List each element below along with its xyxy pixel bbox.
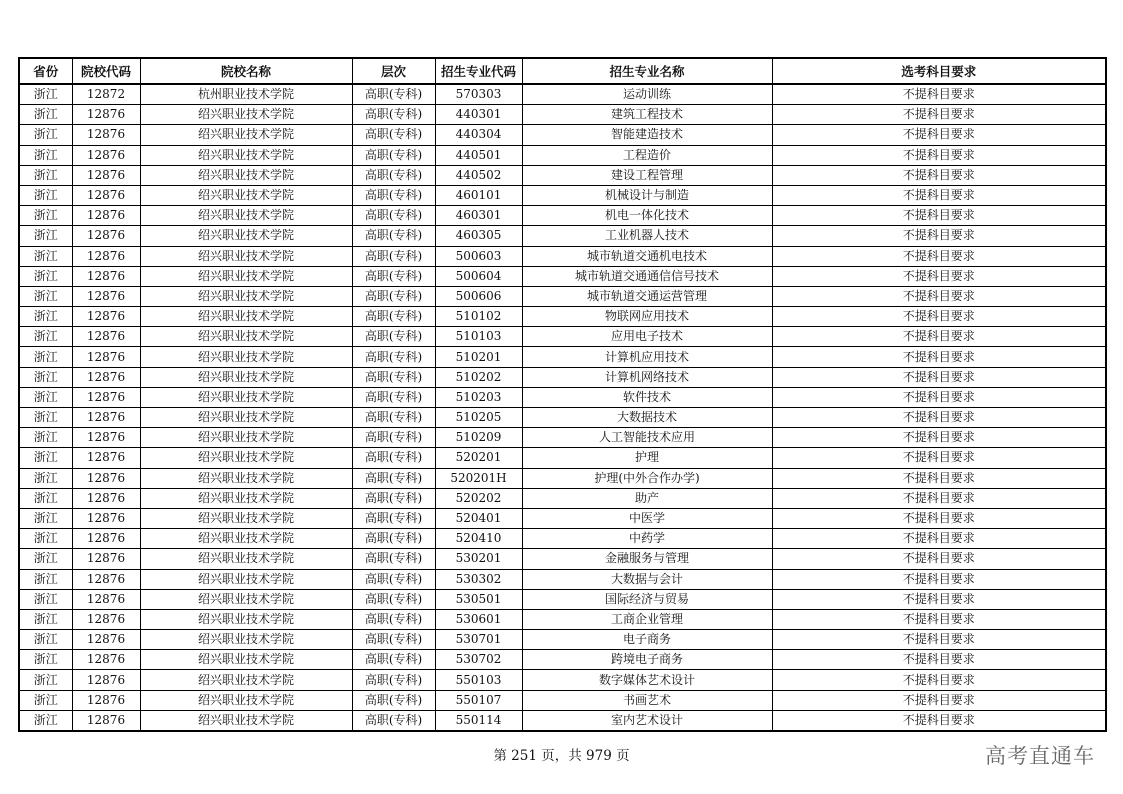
cell-school-code: 12876	[72, 468, 140, 488]
table-row	[19, 428, 1106, 448]
cell-level: 高职(专科)	[352, 84, 435, 105]
cell-province: 浙江	[19, 448, 72, 468]
cell-school-code: 12876	[72, 206, 140, 226]
cell-major-code: 500603	[435, 246, 522, 266]
cell-school-name: 绍兴职业技术学院	[140, 226, 352, 246]
cell-major-name: 助产	[522, 488, 772, 508]
cell-school-code: 12876	[72, 630, 140, 650]
cell-subject-requirement: 不提科目要求	[772, 408, 1106, 428]
cell-major-name: 建设工程管理	[522, 165, 772, 185]
cell-major-name: 机电一体化技术	[522, 206, 772, 226]
cell-level: 高职(专科)	[352, 125, 435, 145]
cell-province: 浙江	[19, 307, 72, 327]
cell-major-code: 530601	[435, 609, 522, 629]
cell-major-code: 530702	[435, 650, 522, 670]
cell-level: 高职(专科)	[352, 549, 435, 569]
cell-school-name: 绍兴职业技术学院	[140, 529, 352, 549]
cell-subject-requirement: 不提科目要求	[772, 125, 1106, 145]
cell-major-code: 440502	[435, 165, 522, 185]
cell-major-name: 书画艺术	[522, 690, 772, 710]
cell-subject-requirement: 不提科目要求	[772, 367, 1106, 387]
cell-school-name: 绍兴职业技术学院	[140, 165, 352, 185]
cell-level: 高职(专科)	[352, 710, 435, 731]
cell-major-code: 500604	[435, 266, 522, 286]
cell-major-name: 人工智能技术应用	[522, 428, 772, 448]
cell-school-code: 12876	[72, 125, 140, 145]
cell-major-code: 530501	[435, 589, 522, 609]
cell-major-name: 数字媒体艺术设计	[522, 670, 772, 690]
cell-level: 高职(专科)	[352, 266, 435, 286]
page-number: 第 251 页，共 979 页	[493, 748, 630, 764]
cell-major-code: 570303	[435, 84, 522, 105]
cell-major-name: 护理(中外合作办学)	[522, 468, 772, 488]
cell-school-name: 绍兴职业技术学院	[140, 630, 352, 650]
cell-level: 高职(专科)	[352, 307, 435, 327]
cell-subject-requirement: 不提科目要求	[772, 206, 1106, 226]
cell-school-code: 12876	[72, 105, 140, 125]
cell-major-code: 510203	[435, 387, 522, 407]
cell-major-name: 跨境电子商务	[522, 650, 772, 670]
cell-major-code: 510205	[435, 408, 522, 428]
cell-province: 浙江	[19, 185, 72, 205]
cell-school-name: 绍兴职业技术学院	[140, 710, 352, 731]
cell-subject-requirement: 不提科目要求	[772, 569, 1106, 589]
cell-school-code: 12876	[72, 226, 140, 246]
cell-major-code: 440301	[435, 105, 522, 125]
table-row	[19, 185, 1106, 205]
cell-major-code: 520201	[435, 448, 522, 468]
table-row	[19, 589, 1106, 609]
cell-level: 高职(专科)	[352, 226, 435, 246]
cell-school-code: 12876	[72, 710, 140, 731]
table-row	[19, 246, 1106, 266]
cell-subject-requirement: 不提科目要求	[772, 529, 1106, 549]
table-row	[19, 468, 1106, 488]
table-row	[19, 690, 1106, 710]
table-row	[19, 367, 1106, 387]
table-row	[19, 408, 1106, 428]
cell-major-name: 机械设计与制造	[522, 185, 772, 205]
cell-school-code: 12876	[72, 307, 140, 327]
table-row	[19, 529, 1106, 549]
cell-school-code: 12876	[72, 529, 140, 549]
cell-school-name: 绍兴职业技术学院	[140, 145, 352, 165]
cell-subject-requirement: 不提科目要求	[772, 609, 1106, 629]
cell-level: 高职(专科)	[352, 286, 435, 306]
cell-school-code: 12876	[72, 690, 140, 710]
cell-level: 高职(专科)	[352, 246, 435, 266]
cell-major-name: 建筑工程技术	[522, 105, 772, 125]
cell-subject-requirement: 不提科目要求	[772, 185, 1106, 205]
cell-province: 浙江	[19, 690, 72, 710]
table-row	[19, 286, 1106, 306]
cell-school-name: 绍兴职业技术学院	[140, 690, 352, 710]
cell-major-name: 城市轨道交通运营管理	[522, 286, 772, 306]
table-row	[19, 710, 1106, 731]
cell-level: 高职(专科)	[352, 428, 435, 448]
cell-subject-requirement: 不提科目要求	[772, 246, 1106, 266]
cell-major-name: 电子商务	[522, 630, 772, 650]
cell-school-name: 杭州职业技术学院	[140, 84, 352, 105]
cell-school-code: 12876	[72, 327, 140, 347]
cell-subject-requirement: 不提科目要求	[772, 690, 1106, 710]
table-row	[19, 165, 1106, 185]
header-major-code: 招生专业代码	[435, 58, 522, 84]
cell-province: 浙江	[19, 286, 72, 306]
cell-school-code: 12876	[72, 286, 140, 306]
cell-school-code: 12876	[72, 670, 140, 690]
cell-level: 高职(专科)	[352, 569, 435, 589]
cell-major-code: 510102	[435, 307, 522, 327]
cell-province: 浙江	[19, 488, 72, 508]
cell-major-code: 550114	[435, 710, 522, 731]
cell-school-name: 绍兴职业技术学院	[140, 589, 352, 609]
cell-subject-requirement: 不提科目要求	[772, 428, 1106, 448]
table-header-row	[19, 58, 1106, 84]
cell-province: 浙江	[19, 347, 72, 367]
cell-major-name: 国际经济与贸易	[522, 589, 772, 609]
cell-province: 浙江	[19, 549, 72, 569]
table-row	[19, 650, 1106, 670]
cell-school-code: 12876	[72, 145, 140, 165]
cell-province: 浙江	[19, 125, 72, 145]
cell-province: 浙江	[19, 569, 72, 589]
table-row	[19, 145, 1106, 165]
cell-school-code: 12876	[72, 589, 140, 609]
cell-province: 浙江	[19, 670, 72, 690]
cell-level: 高职(专科)	[352, 670, 435, 690]
cell-school-code: 12876	[72, 266, 140, 286]
cell-province: 浙江	[19, 589, 72, 609]
cell-major-name: 工商企业管理	[522, 609, 772, 629]
cell-major-code: 520202	[435, 488, 522, 508]
cell-major-name: 计算机网络技术	[522, 367, 772, 387]
cell-subject-requirement: 不提科目要求	[772, 630, 1106, 650]
admissions-table	[18, 57, 1107, 732]
cell-subject-requirement: 不提科目要求	[772, 448, 1106, 468]
cell-school-name: 绍兴职业技术学院	[140, 609, 352, 629]
table-row	[19, 125, 1106, 145]
cell-school-code: 12876	[72, 185, 140, 205]
cell-major-code: 460301	[435, 206, 522, 226]
cell-province: 浙江	[19, 145, 72, 165]
cell-subject-requirement: 不提科目要求	[772, 508, 1106, 528]
cell-subject-requirement: 不提科目要求	[772, 468, 1106, 488]
cell-subject-requirement: 不提科目要求	[772, 145, 1106, 165]
cell-school-name: 绍兴职业技术学院	[140, 327, 352, 347]
cell-school-name: 绍兴职业技术学院	[140, 408, 352, 428]
cell-major-name: 软件技术	[522, 387, 772, 407]
cell-school-name: 绍兴职业技术学院	[140, 549, 352, 569]
cell-major-name: 智能建造技术	[522, 125, 772, 145]
cell-level: 高职(专科)	[352, 650, 435, 670]
cell-level: 高职(专科)	[352, 347, 435, 367]
cell-major-name: 计算机应用技术	[522, 347, 772, 367]
cell-school-name: 绍兴职业技术学院	[140, 105, 352, 125]
cell-school-name: 绍兴职业技术学院	[140, 286, 352, 306]
cell-school-code: 12876	[72, 609, 140, 629]
table-row	[19, 488, 1106, 508]
cell-school-name: 绍兴职业技术学院	[140, 569, 352, 589]
cell-level: 高职(专科)	[352, 468, 435, 488]
cell-major-code: 440501	[435, 145, 522, 165]
table-row	[19, 347, 1106, 367]
cell-school-code: 12876	[72, 165, 140, 185]
cell-major-code: 530701	[435, 630, 522, 650]
cell-major-code: 460101	[435, 185, 522, 205]
cell-province: 浙江	[19, 327, 72, 347]
cell-school-name: 绍兴职业技术学院	[140, 266, 352, 286]
cell-level: 高职(专科)	[352, 508, 435, 528]
cell-major-code: 550107	[435, 690, 522, 710]
cell-province: 浙江	[19, 226, 72, 246]
cell-subject-requirement: 不提科目要求	[772, 266, 1106, 286]
cell-school-code: 12876	[72, 488, 140, 508]
cell-subject-requirement: 不提科目要求	[772, 589, 1106, 609]
cell-school-code: 12876	[72, 408, 140, 428]
cell-school-name: 绍兴职业技术学院	[140, 670, 352, 690]
cell-major-name: 工程造价	[522, 145, 772, 165]
cell-major-name: 中医学	[522, 508, 772, 528]
cell-subject-requirement: 不提科目要求	[772, 549, 1106, 569]
table-row	[19, 266, 1106, 286]
cell-subject-requirement: 不提科目要求	[772, 347, 1106, 367]
cell-major-name: 护理	[522, 448, 772, 468]
cell-school-name: 绍兴职业技术学院	[140, 347, 352, 367]
cell-school-code: 12876	[72, 367, 140, 387]
cell-major-name: 城市轨道交通通信信号技术	[522, 266, 772, 286]
cell-major-code: 520410	[435, 529, 522, 549]
cell-province: 浙江	[19, 710, 72, 731]
table-row	[19, 508, 1106, 528]
table-row	[19, 630, 1106, 650]
cell-level: 高职(专科)	[352, 408, 435, 428]
cell-major-code: 520401	[435, 508, 522, 528]
cell-province: 浙江	[19, 246, 72, 266]
cell-level: 高职(专科)	[352, 105, 435, 125]
table-row	[19, 387, 1106, 407]
header-major-name: 招生专业名称	[522, 58, 772, 84]
cell-subject-requirement: 不提科目要求	[772, 670, 1106, 690]
cell-province: 浙江	[19, 266, 72, 286]
cell-major-name: 应用电子技术	[522, 327, 772, 347]
cell-major-code: 510209	[435, 428, 522, 448]
cell-major-code: 550103	[435, 670, 522, 690]
cell-major-name: 工业机器人技术	[522, 226, 772, 246]
cell-major-name: 大数据与会计	[522, 569, 772, 589]
cell-subject-requirement: 不提科目要求	[772, 710, 1106, 731]
cell-province: 浙江	[19, 630, 72, 650]
cell-school-code: 12872	[72, 84, 140, 105]
cell-major-code: 500606	[435, 286, 522, 306]
table-row	[19, 549, 1106, 569]
table-body	[19, 84, 1106, 731]
cell-province: 浙江	[19, 508, 72, 528]
cell-province: 浙江	[19, 609, 72, 629]
cell-level: 高职(专科)	[352, 206, 435, 226]
cell-level: 高职(专科)	[352, 529, 435, 549]
cell-province: 浙江	[19, 468, 72, 488]
cell-subject-requirement: 不提科目要求	[772, 84, 1106, 105]
cell-level: 高职(专科)	[352, 630, 435, 650]
table-row	[19, 327, 1106, 347]
table-row	[19, 609, 1106, 629]
header-level: 层次	[352, 58, 435, 84]
cell-school-name: 绍兴职业技术学院	[140, 508, 352, 528]
cell-major-code: 510201	[435, 347, 522, 367]
cell-subject-requirement: 不提科目要求	[772, 286, 1106, 306]
cell-subject-requirement: 不提科目要求	[772, 226, 1106, 246]
table-row	[19, 105, 1106, 125]
cell-school-code: 12876	[72, 246, 140, 266]
cell-subject-requirement: 不提科目要求	[772, 327, 1106, 347]
cell-level: 高职(专科)	[352, 387, 435, 407]
header-subject-requirement: 选考科目要求	[772, 58, 1106, 84]
cell-school-code: 12876	[72, 650, 140, 670]
cell-major-code: 520201H	[435, 468, 522, 488]
cell-major-code: 460305	[435, 226, 522, 246]
cell-major-name: 运动训练	[522, 84, 772, 105]
cell-major-name: 物联网应用技术	[522, 307, 772, 327]
cell-level: 高职(专科)	[352, 690, 435, 710]
header-school-code: 院校代码	[72, 58, 140, 84]
cell-school-name: 绍兴职业技术学院	[140, 448, 352, 468]
cell-school-name: 绍兴职业技术学院	[140, 468, 352, 488]
cell-school-code: 12876	[72, 448, 140, 468]
cell-province: 浙江	[19, 206, 72, 226]
cell-major-code: 440304	[435, 125, 522, 145]
cell-school-name: 绍兴职业技术学院	[140, 185, 352, 205]
cell-subject-requirement: 不提科目要求	[772, 307, 1106, 327]
table-row	[19, 448, 1106, 468]
cell-school-name: 绍兴职业技术学院	[140, 307, 352, 327]
cell-school-code: 12876	[72, 387, 140, 407]
cell-major-code: 530302	[435, 569, 522, 589]
cell-province: 浙江	[19, 105, 72, 125]
cell-major-name: 中药学	[522, 529, 772, 549]
cell-school-name: 绍兴职业技术学院	[140, 125, 352, 145]
cell-major-name: 金融服务与管理	[522, 549, 772, 569]
cell-level: 高职(专科)	[352, 448, 435, 468]
cell-school-name: 绍兴职业技术学院	[140, 367, 352, 387]
cell-major-name: 城市轨道交通机电技术	[522, 246, 772, 266]
cell-school-name: 绍兴职业技术学院	[140, 650, 352, 670]
cell-subject-requirement: 不提科目要求	[772, 165, 1106, 185]
cell-school-code: 12876	[72, 347, 140, 367]
cell-school-name: 绍兴职业技术学院	[140, 246, 352, 266]
cell-level: 高职(专科)	[352, 327, 435, 347]
header-province: 省份	[19, 58, 72, 84]
cell-level: 高职(专科)	[352, 165, 435, 185]
cell-major-code: 510103	[435, 327, 522, 347]
cell-school-name: 绍兴职业技术学院	[140, 387, 352, 407]
header-school-name: 院校名称	[140, 58, 352, 84]
table-row	[19, 569, 1106, 589]
cell-major-name: 大数据技术	[522, 408, 772, 428]
cell-major-name: 室内艺术设计	[522, 710, 772, 731]
table-row	[19, 226, 1106, 246]
cell-level: 高职(专科)	[352, 185, 435, 205]
cell-school-code: 12876	[72, 549, 140, 569]
cell-school-code: 12876	[72, 508, 140, 528]
cell-province: 浙江	[19, 387, 72, 407]
table-row	[19, 84, 1106, 105]
cell-major-code: 530201	[435, 549, 522, 569]
cell-province: 浙江	[19, 367, 72, 387]
cell-province: 浙江	[19, 529, 72, 549]
table-row	[19, 670, 1106, 690]
cell-subject-requirement: 不提科目要求	[772, 105, 1106, 125]
cell-level: 高职(专科)	[352, 488, 435, 508]
cell-subject-requirement: 不提科目要求	[772, 387, 1106, 407]
cell-major-code: 510202	[435, 367, 522, 387]
cell-province: 浙江	[19, 650, 72, 670]
cell-school-name: 绍兴职业技术学院	[140, 428, 352, 448]
cell-province: 浙江	[19, 408, 72, 428]
cell-subject-requirement: 不提科目要求	[772, 488, 1106, 508]
cell-subject-requirement: 不提科目要求	[772, 650, 1106, 670]
cell-province: 浙江	[19, 428, 72, 448]
cell-school-code: 12876	[72, 569, 140, 589]
watermark-logo-text: 高考直通车	[985, 744, 1095, 768]
cell-school-name: 绍兴职业技术学院	[140, 488, 352, 508]
cell-school-name: 绍兴职业技术学院	[140, 206, 352, 226]
cell-level: 高职(专科)	[352, 609, 435, 629]
cell-province: 浙江	[19, 165, 72, 185]
cell-level: 高职(专科)	[352, 589, 435, 609]
table-row	[19, 307, 1106, 327]
cell-school-code: 12876	[72, 428, 140, 448]
cell-level: 高职(专科)	[352, 145, 435, 165]
cell-province: 浙江	[19, 84, 72, 105]
table-row	[19, 206, 1106, 226]
cell-level: 高职(专科)	[352, 367, 435, 387]
